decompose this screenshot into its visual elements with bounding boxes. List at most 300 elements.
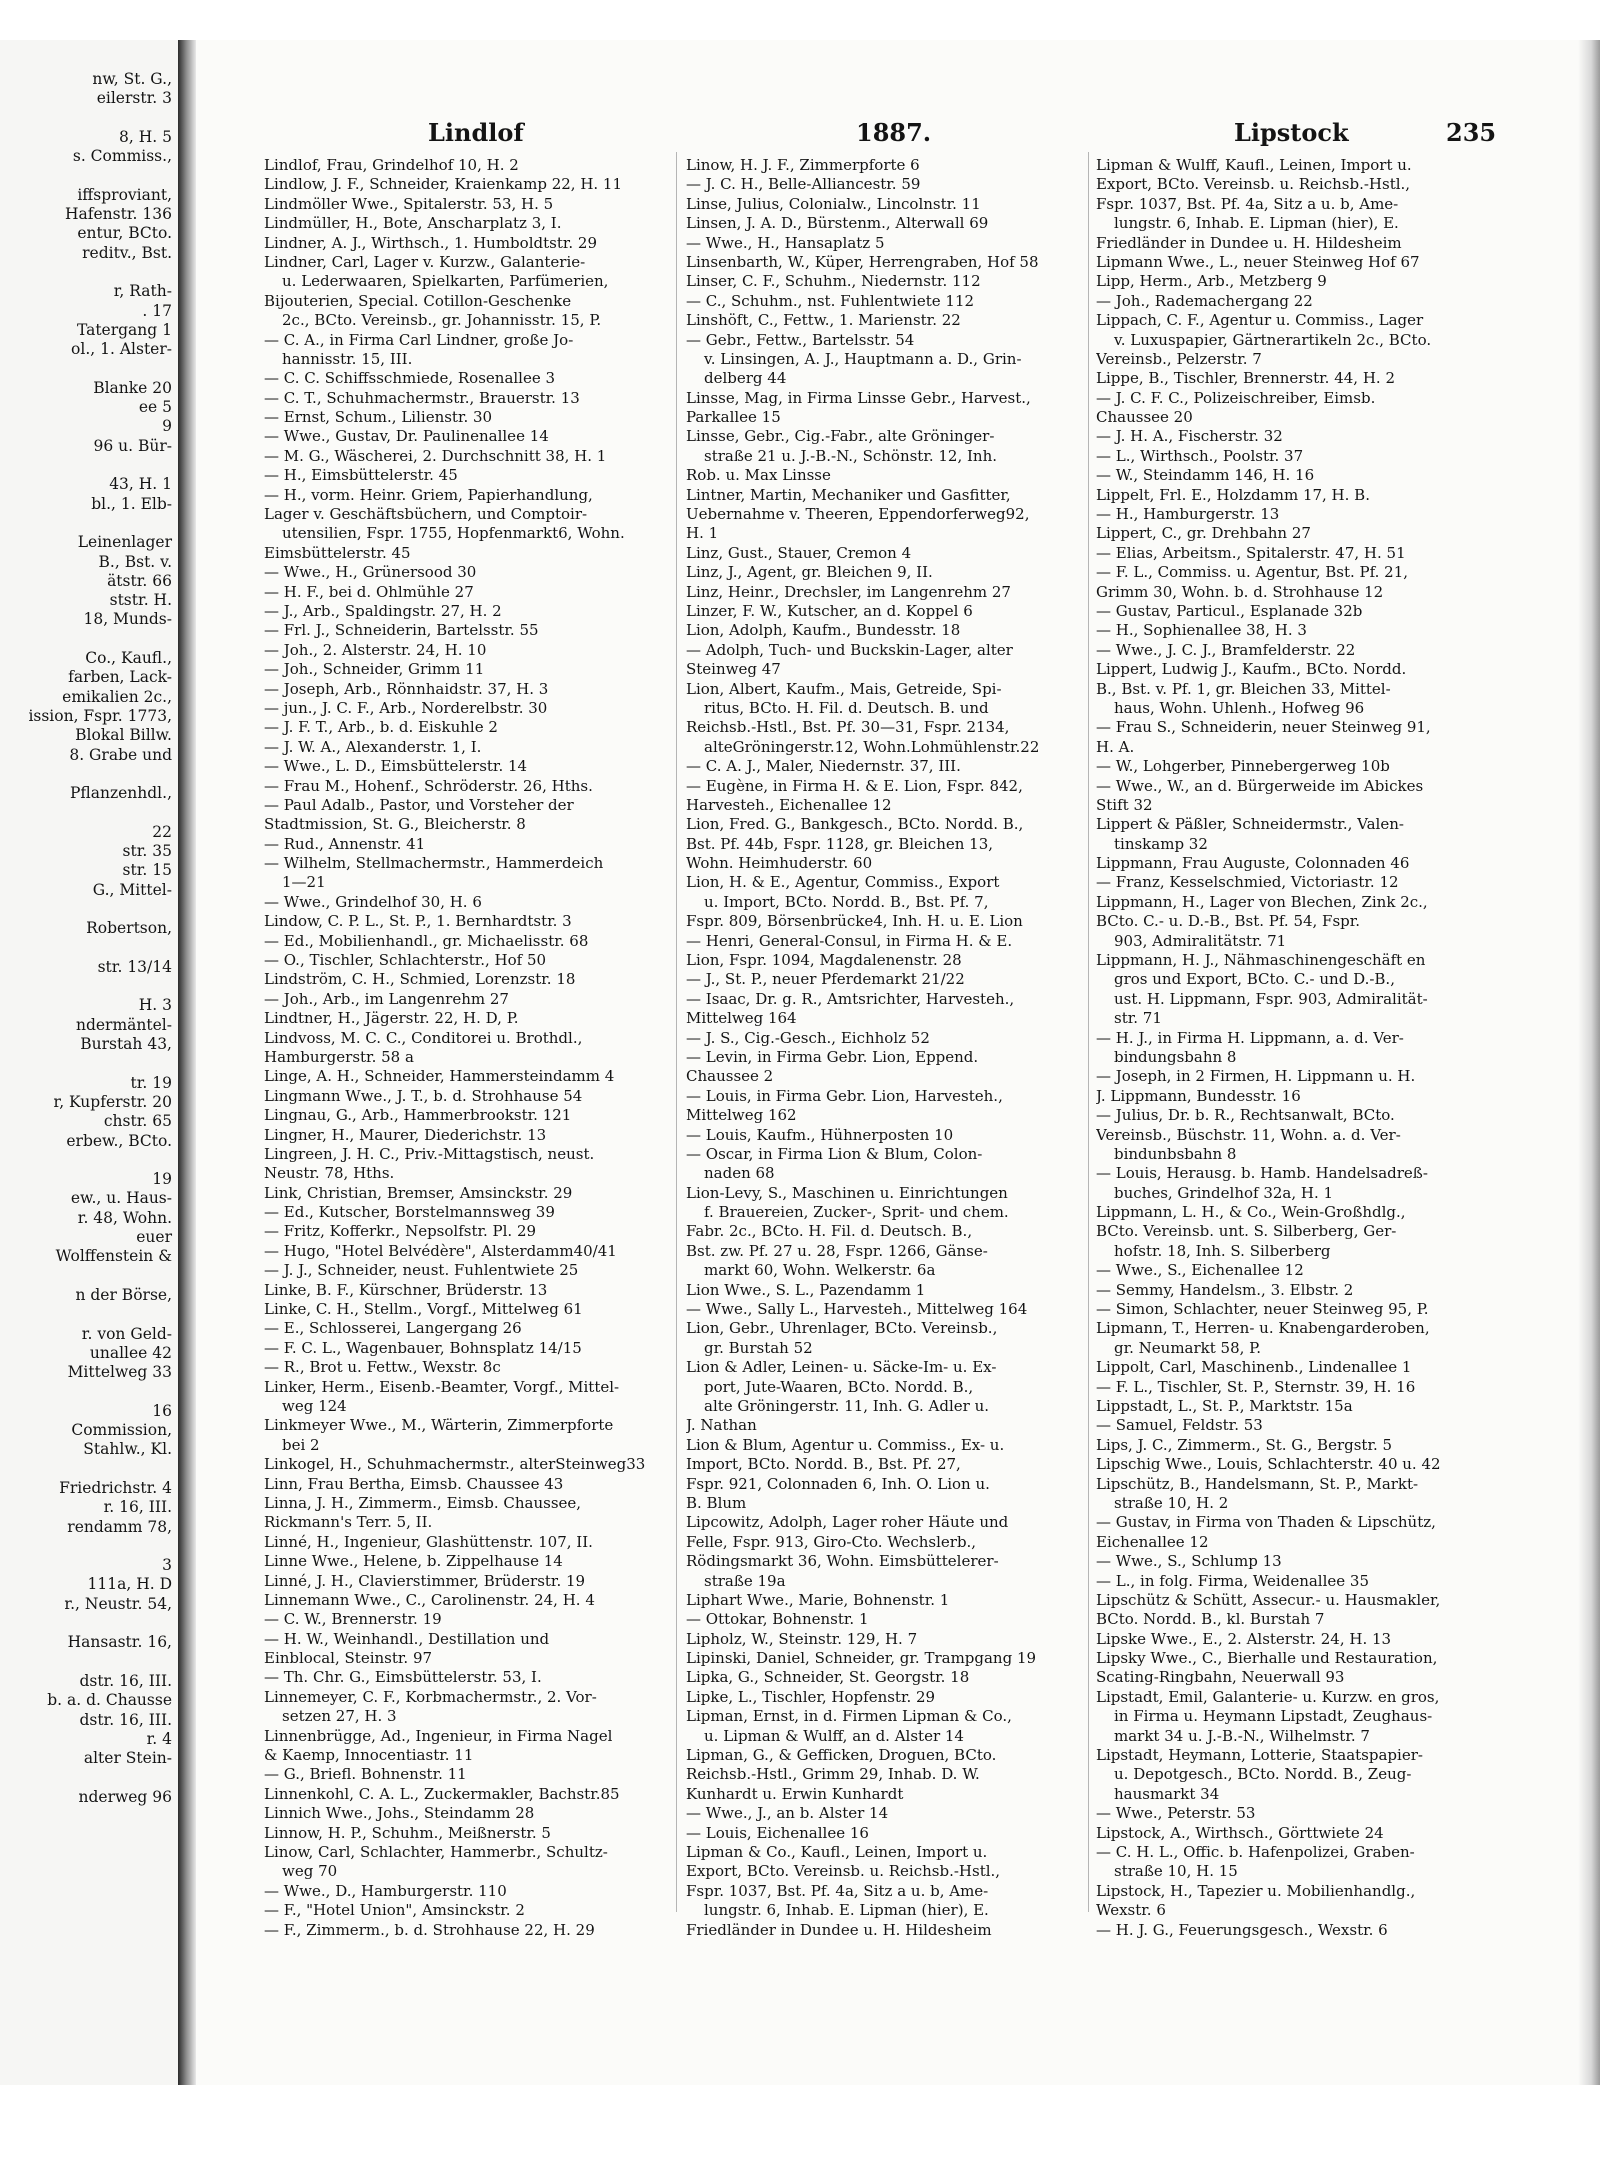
prev-page-line: . 17 bbox=[142, 301, 172, 320]
directory-entry: Lippert & Päßler, Schneidermstr., Valen- bbox=[1096, 815, 1404, 834]
directory-entry: Neustr. 78, Hths. bbox=[264, 1164, 395, 1183]
directory-entry: Uebernahme v. Theeren, Eppendorferweg92, bbox=[686, 505, 1030, 524]
directory-entry: Linne Wwe., Helene, b. Zippelhause 14 bbox=[264, 1552, 563, 1571]
directory-entry: Lion, Albert, Kaufm., Mais, Getreide, Spi- bbox=[686, 679, 1002, 698]
directory-entry: Lipstadt, Heymann, Lotterie, Staatspapier- bbox=[1096, 1746, 1423, 1765]
directory-entry: — Frau S., Schneiderin, neuer Steinweg 91, bbox=[1096, 718, 1431, 737]
directory-entry: — Wwe., S., Eichenallee 12 bbox=[1096, 1261, 1304, 1280]
directory-entry: — H., Sophienallee 38, H. 3 bbox=[1096, 621, 1307, 640]
directory-entry: Lintner, Martin, Mechaniker und Gasfitter, bbox=[686, 485, 1011, 504]
directory-entry: Lion, Fspr. 1094, Magdalenenstr. 28 bbox=[686, 951, 962, 970]
directory-entry: Linz, Gust., Stauer, Cremon 4 bbox=[686, 543, 912, 562]
directory-entry: Linna, J. H., Zimmerm., Eimsb. Chaussee, bbox=[264, 1493, 582, 1512]
directory-entry: Eimsbüttelerstr. 45 bbox=[264, 543, 411, 562]
directory-entry: B. Blum bbox=[686, 1493, 747, 1512]
directory-entry: Lion, H. & E., Agentur, Commiss., Export bbox=[686, 873, 1000, 892]
prev-page-line: 111a, H. D bbox=[87, 1575, 172, 1594]
directory-column-1 bbox=[264, 156, 664, 1940]
header-left-word: Lindlof bbox=[428, 118, 524, 147]
prev-page-line: euer bbox=[136, 1228, 172, 1246]
directory-entry: — Paul Adalb., Pastor, und Vorsteher der bbox=[264, 795, 574, 814]
directory-entry: H. 1 bbox=[686, 524, 719, 543]
directory-entry: Rob. u. Max Linsse bbox=[686, 466, 831, 485]
prev-page-line: 3 bbox=[162, 1556, 172, 1575]
book-gutter bbox=[178, 40, 196, 2085]
prev-page-line: 19 bbox=[152, 1170, 172, 1189]
directory-entry: Scating-Ringbahn, Neuerwall 93 bbox=[1096, 1668, 1345, 1687]
page-header bbox=[196, 118, 1600, 146]
directory-entry: Lippolt, Carl, Maschinenb., Lindenallee 1 bbox=[1096, 1358, 1412, 1377]
directory-entry: v. Linsingen, A. J., Hauptmann a. D., Grin- bbox=[704, 349, 1022, 368]
directory-entry: Friedländer in Dundee u. H. Hildesheim bbox=[1096, 233, 1402, 252]
header-right-word: Lipstock bbox=[1234, 118, 1349, 147]
directory-entry: 1—21 bbox=[282, 873, 326, 892]
prev-page-line: Commission, bbox=[71, 1421, 172, 1439]
directory-entry: Export, BCto. Vereinsb. u. Reichsb.-Hstl., bbox=[686, 1862, 1001, 1881]
prev-page-line: iffsproviant, bbox=[77, 185, 172, 204]
prev-page-line: B., Bst. v. bbox=[98, 552, 172, 571]
directory-entry: BCto. Nordd. B., kl. Burstah 7 bbox=[1096, 1610, 1325, 1629]
prev-page-line: s. Commiss., bbox=[72, 147, 172, 166]
directory-entry: Lippe, B., Tischler, Brennerstr. 44, H. 2 bbox=[1096, 369, 1396, 388]
directory-entry: Linke, B. F., Kürschner, Brüderstr. 13 bbox=[264, 1280, 548, 1299]
prev-page-line: ndermäntel- bbox=[75, 1015, 172, 1034]
page-edge bbox=[1578, 40, 1600, 2085]
directory-entry: Kunhardt u. Erwin Kunhardt bbox=[686, 1784, 904, 1803]
directory-entry: Lippert, Ludwig J., Kaufm., BCto. Nordd. bbox=[1096, 660, 1407, 679]
directory-entry: Lingreen, J. H. C., Priv.-Mittagstisch, neust. bbox=[264, 1144, 595, 1163]
directory-entry: J. Lippmann, Bundesstr. 16 bbox=[1096, 1086, 1301, 1105]
directory-entry: — Samuel, Feldstr. 53 bbox=[1096, 1416, 1263, 1435]
directory-entry: Hamburgerstr. 58 a bbox=[264, 1047, 414, 1066]
directory-entry: in Firma u. Heymann Lipstadt, Zeughaus- bbox=[1114, 1707, 1433, 1726]
prev-page-line: n der Börse, bbox=[75, 1285, 172, 1304]
directory-entry: Lippmann, Frau Auguste, Colonnaden 46 bbox=[1096, 854, 1410, 873]
directory-entry: — M. G., Wäscherei, 2. Durchschnitt 38, H. 1 bbox=[264, 446, 607, 465]
directory-entry: hausmarkt 34 bbox=[1114, 1784, 1220, 1803]
directory-entry: Lion, Gebr., Uhrenlager, BCto. Vereinsb., bbox=[686, 1319, 998, 1338]
prev-page-line: emikalien 2c., bbox=[62, 687, 172, 706]
directory-entry: Lipstock, A., Wirthsch., Görttwiete 24 bbox=[1096, 1823, 1384, 1842]
directory-entry: Linnenbrügge, Ad., Ingenieur, in Firma Nagel bbox=[264, 1726, 613, 1745]
directory-entry: Reichsb.-Hstl., Grimm 29, Inhab. D. W. bbox=[686, 1765, 980, 1784]
directory-entry: Lion, Adolph, Kaufm., Bundesstr. 18 bbox=[686, 621, 961, 640]
directory-entry: Bst. zw. Pf. 27 u. 28, Fspr. 1266, Gänse- bbox=[686, 1241, 988, 1260]
directory-entry: — J. C. H., Belle-Alliancestr. 59 bbox=[686, 175, 921, 194]
directory-entry: — Frau M., Hohenf., Schröderstr. 26, Hths. bbox=[264, 776, 593, 795]
prev-page-line: alter Stein- bbox=[83, 1749, 172, 1768]
directory-entry: Lion-Levy, S., Maschinen u. Einrichtungen bbox=[686, 1183, 1008, 1202]
directory-entry: — Wwe., Grindelhof 30, H. 6 bbox=[264, 892, 482, 911]
directory-entry: Lindström, C. H., Schmied, Lorenzstr. 18 bbox=[264, 970, 576, 989]
prev-page-line: r. 4 bbox=[146, 1729, 172, 1748]
directory-entry: Steinweg 47 bbox=[686, 660, 781, 679]
directory-entry: — Gustav, in Firma von Thaden & Lipschütz, bbox=[1096, 1513, 1436, 1532]
directory-entry: — Louis, Kaufm., Hühnerposten 10 bbox=[686, 1125, 954, 1144]
directory-entry: Stift 32 bbox=[1096, 795, 1153, 814]
directory-entry: — H., Hamburgerstr. 13 bbox=[1096, 505, 1280, 524]
prev-page-line: 22 bbox=[152, 822, 172, 841]
directory-entry: Lips, J. C., Zimmerm., St. G., Bergstr. 5 bbox=[1096, 1435, 1393, 1454]
directory-entry: Friedländer in Dundee u. H. Hildesheim bbox=[686, 1920, 992, 1939]
directory-entry: Lindmöller Wwe., Spitalerstr. 53, H. 5 bbox=[264, 194, 554, 213]
directory-entry: port, Jute-Waaren, BCto. Nordd. B., bbox=[704, 1377, 974, 1396]
prev-page-line: Mittelweg 33 bbox=[67, 1363, 172, 1382]
column-divider bbox=[1088, 152, 1089, 1912]
directory-entry: hannisstr. 15, III. bbox=[282, 349, 413, 368]
directory-entry: — Wwe., J. C. J., Bramfelderstr. 22 bbox=[1096, 640, 1356, 659]
prev-page-line: Hansastr. 16, bbox=[67, 1633, 172, 1652]
prev-page-line: r. 48, Wohn. bbox=[77, 1208, 172, 1227]
directory-entry: straße 19a bbox=[704, 1571, 786, 1590]
directory-entry: — Joh., 2. Alsterstr. 24, H. 10 bbox=[264, 640, 487, 659]
directory-entry: markt 34 u. J.-B.-N., Wilhelmstr. 7 bbox=[1114, 1726, 1370, 1745]
directory-entry: Linz, J., Agent, gr. Bleichen 9, II. bbox=[686, 563, 933, 582]
directory-entry: — Ed., Mobilienhandl., gr. Michaelisstr. 68 bbox=[264, 931, 589, 950]
directory-entry: — O., Tischler, Schlachterstr., Hof 50 bbox=[264, 951, 547, 970]
directory-entry: Felle, Fspr. 913, Giro-Cto. Wechslerb., bbox=[686, 1532, 977, 1551]
directory-entry: lungstr. 6, Inhab. E. Lipman (hier), E. bbox=[704, 1901, 989, 1920]
directory-entry: Linge, A. H., Schneider, Hammersteindamm 4 bbox=[264, 1067, 615, 1086]
directory-entry: Lindow, C. P. L., St. P., 1. Bernhardtstr. 3 bbox=[264, 912, 572, 931]
directory-entry: u. Depotgesch., BCto. Nordd. B., Zeug- bbox=[1114, 1765, 1412, 1784]
directory-entry: Fspr. 1037, Bst. Pf. 4a, Sitz a u. b, Ame- bbox=[686, 1881, 989, 1900]
directory-entry: utensilien, Fspr. 1755, Hopfenmarkt6, Wohn. bbox=[282, 524, 625, 543]
directory-entry: straße 10, H. 2 bbox=[1114, 1493, 1229, 1512]
directory-entry: Lingnau, G., Arb., Hammerbrookstr. 121 bbox=[264, 1106, 572, 1125]
directory-entry: — F. L., Tischler, St. P., Sternstr. 39, H. 16 bbox=[1096, 1377, 1416, 1396]
directory-entry: ust. H. Lippmann, Fspr. 903, Admiralität- bbox=[1114, 989, 1428, 1008]
directory-entry: — J. F. T., Arb., b. d. Eiskuhle 2 bbox=[264, 718, 498, 737]
directory-entry: Linow, H. J. F., Zimmerpforte 6 bbox=[686, 156, 920, 174]
directory-entry: — H. J. G., Feuerungsgesch., Wexstr. 6 bbox=[1096, 1920, 1388, 1939]
prev-page-line: H. 3 bbox=[138, 996, 172, 1015]
directory-entry: Lion & Adler, Leinen- u. Säcke-Im- u. Ex- bbox=[686, 1358, 997, 1377]
directory-entry: haus, Wohn. Uhlenh., Hofweg 96 bbox=[1114, 698, 1365, 717]
directory-entry: Einblocal, Steinstr. 97 bbox=[264, 1649, 433, 1668]
directory-entry: Lipp, Herm., Arb., Metzberg 9 bbox=[1096, 272, 1327, 291]
directory-entry: — Joseph, Arb., Rönnhaidstr. 37, H. 3 bbox=[264, 679, 549, 698]
directory-entry: gr. Burstah 52 bbox=[704, 1338, 813, 1357]
directory-entry: Fabr. 2c., BCto. H. Fil. d. Deutsch. B., bbox=[686, 1222, 973, 1241]
directory-entry: Lipman & Wulff, Kaufl., Leinen, Import u. bbox=[1096, 156, 1412, 174]
directory-entry: — G., Briefl. Bohnenstr. 11 bbox=[264, 1765, 467, 1784]
prev-page-line: G., Mittel- bbox=[92, 880, 172, 899]
directory-entry: — Th. Chr. G., Eimsbüttelerstr. 53, I. bbox=[264, 1668, 542, 1687]
prev-page-line: bl., 1. Elb- bbox=[91, 494, 172, 513]
directory-entry: Linnich Wwe., Johs., Steindamm 28 bbox=[264, 1804, 535, 1823]
directory-entry: Linkmeyer Wwe., M., Wärterin, Zimmerpforte bbox=[264, 1416, 614, 1435]
directory-entry: — F., Zimmerm., b. d. Strohhause 22, H. 29 bbox=[264, 1920, 595, 1939]
directory-entry: Lindner, A. J., Wirthsch., 1. Humboldtstr. 29 bbox=[264, 233, 597, 252]
directory-entry: Lippelt, Frl. E., Holzdamm 17, H. B. bbox=[1096, 485, 1370, 504]
directory-entry: Lippmann, H. J., Nähmaschinengeschäft en bbox=[1096, 951, 1426, 970]
prev-page-line: chstr. 65 bbox=[103, 1112, 172, 1131]
directory-entry: Export, BCto. Vereinsb. u. Reichsb.-Hstl., bbox=[1096, 175, 1411, 194]
prev-page-line: r. 16, III. bbox=[103, 1498, 172, 1517]
directory-entry: Lipstock, H., Tapezier u. Mobilienhandlg., bbox=[1096, 1881, 1416, 1900]
directory-entry: — J. J., Schneider, neust. Fuhlentwiete 25 bbox=[264, 1261, 579, 1280]
prev-page-line: 8, H. 5 bbox=[119, 127, 172, 146]
directory-entry: — Joh., Schneider, Grimm 11 bbox=[264, 660, 485, 679]
prev-page-line: erbew., BCto. bbox=[66, 1131, 172, 1150]
prev-page-line: Burstah 43, bbox=[80, 1035, 172, 1053]
directory-entry: Lindlow, J. F., Schneider, Kraienkamp 22, H. 11 bbox=[264, 175, 623, 194]
directory-entry: setzen 27, H. 3 bbox=[282, 1707, 397, 1726]
directory-entry: J. Nathan bbox=[686, 1416, 757, 1435]
directory-entry: f. Brauereien, Zucker-, Sprit- und chem. bbox=[704, 1203, 1009, 1222]
directory-entry: — Julius, Dr. b. R., Rechtsanwalt, BCto. bbox=[1096, 1106, 1395, 1125]
prev-page-line: Co., Kaufl., bbox=[85, 649, 172, 667]
directory-entry: alte Gröningerstr. 11, Inh. G. Adler u. bbox=[704, 1397, 990, 1415]
directory-entry: Reichsb.-Hstl., Bst. Pf. 30—31, Fspr. 2134, bbox=[686, 718, 1010, 737]
directory-entry: B., Bst. v. Pf. 1, gr. Bleichen 33, Mittel- bbox=[1096, 679, 1391, 698]
previous-page-fragment bbox=[0, 40, 179, 2085]
directory-entry: Harvesteh., Eichenallee 12 bbox=[686, 795, 892, 814]
directory-entry: Linsenbarth, W., Küper, Herrengraben, Hof 58 bbox=[686, 252, 1039, 271]
directory-entry: — Gustav, Particul., Esplanade 32b bbox=[1096, 601, 1363, 620]
directory-entry: naden 68 bbox=[704, 1164, 775, 1183]
prev-page-line: Hafenstr. 136 bbox=[65, 205, 172, 224]
directory-entry: — Joseph, in 2 Firmen, H. Lippmann u. H. bbox=[1096, 1067, 1416, 1086]
directory-entry: — Wwe., L. D., Eimsbüttelerstr. 14 bbox=[264, 757, 528, 776]
directory-entry: Lindmüller, H., Bote, Anscharplatz 3, I. bbox=[264, 214, 562, 233]
directory-entry: — Elias, Arbeitsm., Spitalerstr. 47, H. 51 bbox=[1096, 543, 1406, 562]
directory-entry: Chaussee 20 bbox=[1096, 408, 1193, 427]
directory-entry: — Louis, Herausg. b. Hamb. Handelsadreß- bbox=[1096, 1164, 1428, 1183]
directory-entry: — H., Eimsbüttelerstr. 45 bbox=[264, 466, 458, 485]
prev-page-line: reditv., Bst. bbox=[82, 243, 172, 262]
directory-entry: — Ottokar, Bohnenstr. 1 bbox=[686, 1610, 869, 1629]
directory-entry: — Franz, Kesselschmied, Victoriastr. 12 bbox=[1096, 873, 1399, 892]
directory-entry: 903, Admiralitätstr. 71 bbox=[1114, 931, 1287, 950]
directory-entry: Lipinski, Daniel, Schneider, gr. Trampgang 19 bbox=[686, 1649, 1037, 1668]
directory-entry: Stadtmission, St. G., Bleicherstr. 8 bbox=[264, 815, 526, 834]
prev-page-line: ätstr. 66 bbox=[107, 571, 172, 590]
directory-entry: — Wwe., H., Hansaplatz 5 bbox=[686, 233, 885, 252]
directory-entry: gr. Neumarkt 58, P. bbox=[1114, 1338, 1261, 1357]
directory-entry: delberg 44 bbox=[704, 369, 787, 388]
prev-page-line: str. 13/14 bbox=[97, 957, 172, 976]
directory-entry: — Joh., Arb., im Langenrehm 27 bbox=[264, 989, 509, 1008]
prev-page-line: ol., 1. Alster- bbox=[71, 340, 172, 359]
directory-entry: Lindtner, H., Jägerstr. 22, H. D, P. bbox=[264, 1009, 519, 1028]
directory-entry: Linné, J. H., Clavierstimmer, Brüderstr. 19 bbox=[264, 1571, 586, 1590]
directory-entry: — H. J., in Firma H. Lippmann, a. d. Ver- bbox=[1096, 1028, 1404, 1047]
prev-page-line: entur, BCto. bbox=[77, 224, 172, 243]
directory-entry: bindungsbahn 8 bbox=[1114, 1047, 1237, 1066]
directory-entry: Vereinsb., Büschstr. 11, Wohn. a. d. Ver- bbox=[1096, 1125, 1401, 1144]
directory-entry: Fspr. 1037, Bst. Pf. 4a, Sitz a u. b, Ame- bbox=[1096, 194, 1399, 213]
directory-entry: Linse, Julius, Colonialw., Lincolnstr. 11 bbox=[686, 194, 981, 213]
directory-entry: Linnow, H. P., Schuhm., Meißnerstr. 5 bbox=[264, 1823, 551, 1842]
prev-page-line: eilerstr. 3 bbox=[96, 89, 172, 108]
prev-page-line: Leinenlager bbox=[77, 533, 172, 552]
directory-entry: Liphart Wwe., Marie, Bohnenstr. 1 bbox=[686, 1590, 950, 1609]
directory-entry: — Wwe., J., an b. Alster 14 bbox=[686, 1804, 889, 1823]
directory-entry: — L., Wirthsch., Poolstr. 37 bbox=[1096, 446, 1304, 465]
directory-entry: Lipke, L., Tischler, Hopfenstr. 29 bbox=[686, 1687, 936, 1706]
directory-entry: weg 70 bbox=[282, 1862, 338, 1881]
directory-entry: Lippstadt, L., St. P., Marktstr. 15a bbox=[1096, 1397, 1353, 1415]
directory-entry: Linz, Heinr., Drechsler, im Langenrehm 27 bbox=[686, 582, 1011, 601]
directory-entry: str. 71 bbox=[1114, 1009, 1162, 1028]
prev-page-line: Tatergang 1 bbox=[76, 320, 172, 339]
directory-entry: Linnemann Wwe., C., Carolinenstr. 24, H. 4 bbox=[264, 1590, 595, 1609]
directory-entry: — Oscar, in Firma Lion & Blum, Colon- bbox=[686, 1144, 983, 1163]
directory-entry: Linke, C. H., Stellm., Vorgf., Mittelweg 61 bbox=[264, 1300, 583, 1319]
directory-entry: — C. H. L., Offic. b. Hafenpolizei, Graben- bbox=[1096, 1842, 1415, 1861]
prev-page-line: dstr. 16, III. bbox=[79, 1671, 172, 1690]
directory-entry: — Wwe., W., an d. Bürgerweide im Abickes bbox=[1096, 776, 1424, 795]
prev-page-line: rendamm 78, bbox=[67, 1517, 172, 1536]
directory-entry: — Eugène, in Firma H. & E. Lion, Fspr. 842, bbox=[686, 776, 1023, 795]
prev-page-line: Blokal Billw. bbox=[75, 726, 172, 745]
directory-entry: — Wwe., Peterstr. 53 bbox=[1096, 1804, 1256, 1823]
directory-entry: — H. W., Weinhandl., Destillation und bbox=[264, 1629, 550, 1648]
directory-entry: — jun., J. C. F., Arb., Norderelbstr. 30 bbox=[264, 698, 548, 717]
directory-entry: — Fritz, Kofferkr., Nepsolfstr. Pl. 29 bbox=[264, 1222, 537, 1241]
directory-entry: Lipschig Wwe., Louis, Schlachterstr. 40 u. 42 bbox=[1096, 1455, 1441, 1474]
prev-page-line: r., Neustr. 54, bbox=[64, 1594, 172, 1613]
directory-entry: — Wwe., H., Grünersood 30 bbox=[264, 563, 477, 582]
directory-entry: gros und Export, BCto. C.- und D.-B., bbox=[1114, 970, 1395, 989]
directory-entry: Lager v. Geschäftsbüchern, und Comptoir- bbox=[264, 505, 588, 524]
directory-entry: Mittelweg 164 bbox=[686, 1009, 797, 1028]
directory-entry: alteGröningerstr.12, Wohn.Lohmühlenstr.22 bbox=[704, 737, 1040, 756]
directory-entry: — Joh., Rademachergang 22 bbox=[1096, 291, 1313, 310]
directory-entry: — Wilhelm, Stellmachermstr., Hammerdeich bbox=[264, 854, 604, 873]
prev-page-line: Wolffenstein & bbox=[55, 1247, 172, 1266]
directory-entry: Wexstr. 6 bbox=[1096, 1901, 1166, 1920]
prev-page-line: nderweg 96 bbox=[78, 1787, 172, 1806]
directory-entry: weg 124 bbox=[282, 1397, 347, 1415]
directory-entry: — J., Arb., Spaldingstr. 27, H. 2 bbox=[264, 601, 502, 620]
directory-entry: Lingmann Wwe., J. T., b. d. Strohhause 54 bbox=[264, 1086, 583, 1105]
prev-page-line: ission, Fspr. 1773, bbox=[28, 706, 172, 725]
directory-entry: — Frl. J., Schneiderin, Bartelsstr. 55 bbox=[264, 621, 539, 640]
prev-page-line: tr. 19 bbox=[130, 1073, 172, 1092]
directory-entry: Lipske Wwe., E., 2. Alsterstr. 24, H. 13 bbox=[1096, 1629, 1392, 1648]
directory-entry: straße 21 u. J.-B.-N., Schönstr. 12, Inh. bbox=[704, 446, 998, 465]
directory-entry: — W., Steindamm 146, H. 16 bbox=[1096, 466, 1315, 485]
directory-entry: Bst. Pf. 44b, Fspr. 1128, gr. Bleichen 13, bbox=[686, 834, 994, 853]
directory-entry: — C. C. Schiffsschmiede, Rosenallee 3 bbox=[264, 369, 556, 388]
directory-entry: Lipman, Ernst, in d. Firmen Lipman & Co., bbox=[686, 1707, 1012, 1726]
directory-entry: — Wwe., Gustav, Dr. Paulinenallee 14 bbox=[264, 427, 549, 446]
directory-entry: Lippert, C., gr. Drehbahn 27 bbox=[1096, 524, 1311, 543]
directory-entry: Lipcowitz, Adolph, Lager roher Häute und bbox=[686, 1513, 1009, 1532]
directory-entry: Linkogel, H., Schuhmachermstr., alterSteinweg33 bbox=[264, 1455, 646, 1474]
directory-entry: Linser, C. F., Schuhm., Niedernstr. 112 bbox=[686, 272, 981, 291]
directory-entry: Lion, Fred. G., Bankgesch., BCto. Nordd. B., bbox=[686, 815, 1024, 834]
directory-entry: Lippmann, L. H., & Co., Wein-Großhdlg., bbox=[1096, 1203, 1406, 1222]
directory-entry: Lindvoss, M. C. C., Conditorei u. Brothdl., bbox=[264, 1028, 583, 1047]
directory-entry: Linné, H., Ingenieur, Glashüttenstr. 107, II. bbox=[264, 1532, 593, 1551]
prev-page-line: Friedrichstr. 4 bbox=[59, 1478, 172, 1497]
directory-entry: 2c., BCto. Vereinsb., gr. Johannisstr. 15, P. bbox=[282, 311, 602, 330]
directory-entry: Linsse, Gebr., Cig.-Fabr., alte Gröninger- bbox=[686, 427, 995, 446]
prev-page-line: 96 u. Bür- bbox=[93, 436, 172, 455]
directory-entry: Lipstadt, Emil, Galanterie- u. Kurzw. en gros, bbox=[1096, 1687, 1440, 1706]
directory-entry: Lindlof, Frau, Grindelhof 10, H. 2 bbox=[264, 156, 519, 174]
prev-page-line: Pflanzenhdl., bbox=[69, 784, 172, 803]
directory-entry: — Adolph, Tuch- und Buckskin-Lager, alter bbox=[686, 640, 1013, 659]
prev-page-line: Robertson, bbox=[86, 919, 172, 938]
directory-entry: Lipman, G., & Gefficken, Droguen, BCto. bbox=[686, 1746, 997, 1765]
directory-entry: Lion & Blum, Agentur u. Commiss., Ex- u. bbox=[686, 1435, 1005, 1454]
directory-entry: — Henri, General-Consul, in Firma H. & E. bbox=[686, 931, 1013, 950]
directory-entry: tinskamp 32 bbox=[1114, 834, 1208, 853]
directory-entry: — F., "Hotel Union", Amsinckstr. 2 bbox=[264, 1901, 525, 1920]
directory-entry: Rickmann's Terr. 5, II. bbox=[264, 1513, 433, 1532]
directory-entry: — Louis, Eichenallee 16 bbox=[686, 1823, 869, 1842]
directory-entry: — Wwe., D., Hamburgerstr. 110 bbox=[264, 1881, 507, 1900]
directory-entry: — J. W. A., Alexanderstr. 1, I. bbox=[264, 737, 482, 756]
directory-entry: Mittelweg 162 bbox=[686, 1106, 797, 1125]
directory-entry: — Simon, Schlachter, neuer Steinweg 95, P. bbox=[1096, 1300, 1429, 1319]
directory-entry: — J. C. F. C., Polizeischreiber, Eimsb. bbox=[1096, 388, 1376, 407]
directory-entry: Lindner, Carl, Lager v. Kurzw., Galanterie- bbox=[264, 252, 586, 271]
directory-entry: — J. H. A., Fischerstr. 32 bbox=[1096, 427, 1283, 446]
directory-entry: — J., St. P., neuer Pferdemarkt 21/22 bbox=[686, 970, 965, 989]
directory-page bbox=[196, 40, 1600, 2085]
directory-entry: u. Lederwaaren, Spielkarten, Parfümerien, bbox=[282, 272, 609, 291]
directory-entry: v. Luxuspapier, Gärtnerartikeln 2c., BCto. bbox=[1114, 330, 1432, 349]
directory-entry: Linshöft, C., Fettw., 1. Marienstr. 22 bbox=[686, 311, 961, 330]
prev-page-line: str. 35 bbox=[122, 842, 172, 860]
directory-entry: — Wwe., S., Schlump 13 bbox=[1096, 1552, 1282, 1571]
directory-entry: BCto. Vereinsb. unt. S. Silberberg, Ger- bbox=[1096, 1222, 1397, 1241]
prev-page-line: Blanke 20 bbox=[93, 378, 172, 397]
prev-page-line: str. 15 bbox=[122, 861, 172, 880]
directory-entry: Rödingsmarkt 36, Wohn. Eimsbüttelerer- bbox=[686, 1552, 999, 1571]
directory-entry: Linow, Carl, Schlachter, Hammerbr., Schultz- bbox=[264, 1842, 608, 1861]
directory-entry: Lingner, H., Maurer, Diederichstr. 13 bbox=[264, 1125, 547, 1144]
prev-page-line: r, Kupferstr. 20 bbox=[53, 1092, 172, 1111]
prev-page-line: farben, Lack- bbox=[68, 668, 172, 687]
prev-page-line: r, Rath- bbox=[113, 282, 172, 301]
directory-entry: — Wwe., Sally L., Harvesteh., Mittelweg 164 bbox=[686, 1300, 1028, 1319]
directory-entry: — Ed., Kutscher, Borstelmannsweg 39 bbox=[264, 1203, 555, 1222]
directory-entry: — C., Schuhm., nst. Fuhlentwiete 112 bbox=[686, 291, 975, 310]
directory-entry: Lipsky Wwe., C., Bierhalle und Restauration, bbox=[1096, 1649, 1438, 1668]
directory-entry: Grimm 30, Wohn. b. d. Strohhause 12 bbox=[1096, 582, 1384, 601]
directory-entry: — C. A., in Firma Carl Lindner, große Jo- bbox=[264, 330, 574, 349]
prev-page-line: ee 5 bbox=[138, 398, 172, 417]
directory-entry: — Hugo, "Hotel Belvédère", Alsterdamm40/41 bbox=[264, 1241, 617, 1260]
directory-entry: — E., Schlosserei, Langergang 26 bbox=[264, 1319, 522, 1338]
prev-page-line: ew., u. Haus- bbox=[70, 1189, 172, 1208]
directory-entry: Linnenkohl, C. A. L., Zuckermakler, Bachstr.85 bbox=[264, 1784, 620, 1803]
prev-page-line: r. von Geld- bbox=[81, 1324, 172, 1343]
directory-entry: Lipschütz & Schütt, Assecur.- u. Hausmakler, bbox=[1096, 1590, 1441, 1609]
directory-entry: Lion Wwe., S. L., Pazendamm 1 bbox=[686, 1280, 926, 1299]
directory-entry: Vereinsb., Pelzerstr. 7 bbox=[1096, 349, 1262, 368]
directory-entry: buches, Grindelhof 32a, H. 1 bbox=[1114, 1183, 1334, 1202]
prev-page-line: b. a. d. Chausse bbox=[47, 1691, 172, 1710]
directory-entry: — Isaac, Dr. g. R., Amtsrichter, Harvesteh., bbox=[686, 989, 1015, 1008]
directory-entry: Lipman & Co., Kaufl., Leinen, Import u. bbox=[686, 1842, 988, 1861]
prev-page-line: Stahlw., Kl. bbox=[83, 1440, 172, 1459]
directory-entry: Lipmann Wwe., L., neuer Steinweg Hof 67 bbox=[1096, 252, 1420, 271]
prev-page-line: 16 bbox=[152, 1401, 172, 1420]
directory-entry: — C. A. J., Maler, Niedernstr. 37, III. bbox=[686, 757, 961, 776]
prev-page-line: ststr. H. bbox=[109, 591, 172, 610]
directory-entry: straße 10, H. 15 bbox=[1114, 1862, 1238, 1881]
directory-entry: Linker, Herm., Eisenb.-Beamter, Vorgf., Mittel- bbox=[264, 1377, 620, 1396]
directory-entry: — Levin, in Firma Gebr. Lion, Eppend. bbox=[686, 1047, 979, 1066]
